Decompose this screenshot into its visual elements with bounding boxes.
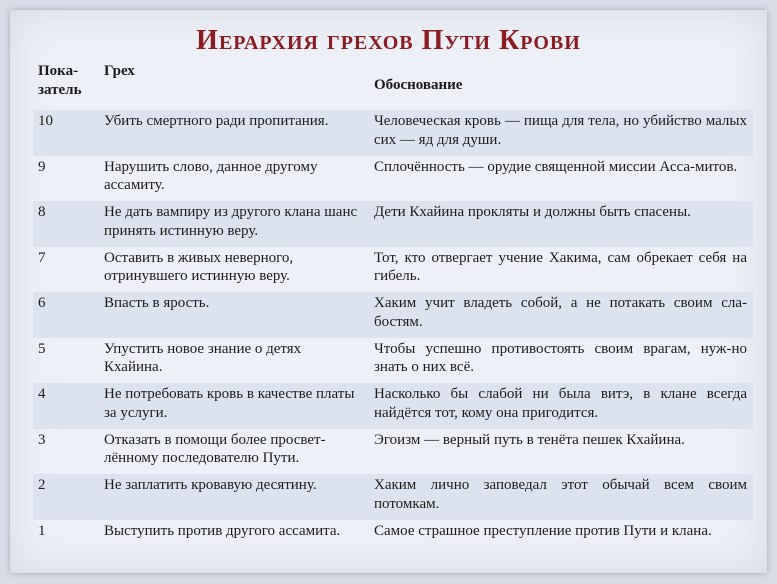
sin-cell: Не дать вампиру из другого клана шанс принять истинную веру. [104, 204, 358, 239]
table-row [33, 201, 753, 247]
score-cell: 4 [38, 386, 46, 402]
score-cell: 8 [38, 204, 46, 220]
score-cell: 1 [38, 522, 46, 539]
sin-cell: Не потребовать кровь в качестве платы за услуги. [104, 386, 355, 421]
score-cell: 6 [38, 295, 46, 311]
header-row [33, 60, 753, 110]
score-cell: 5 [38, 340, 46, 357]
header-reason: Обоснование [374, 76, 463, 93]
sin-cell: Впасть в ярость. [104, 295, 210, 311]
reason-cell: Хаким учит владеть собой, а не потакать своим сла-бостям. [374, 295, 747, 330]
reason-cell: Насколько бы слабой ни была витэ, в клане всегда найдётся тот, кому она пригодится. [374, 386, 747, 421]
table-row [33, 383, 753, 429]
reason-cell: Хаким лично заповедал этот обычай всем своим потомкам. [374, 477, 747, 512]
table-row [33, 110, 753, 156]
score-cell: 10 [38, 113, 53, 129]
sin-cell: Нарушить слово, данное другому ассамиту. [104, 158, 318, 193]
sin-cell: Убить смертного ради пропитания. [104, 113, 329, 129]
table-title: Иерархия грехов Пути Крови [196, 25, 581, 56]
table-row [33, 520, 753, 566]
sins-table [33, 60, 753, 565]
table-row [33, 156, 753, 202]
table-row [33, 474, 753, 520]
score-cell: 7 [38, 249, 46, 266]
score-cell: 9 [38, 158, 46, 175]
sin-cell: Не заплатить кровавую десятину. [104, 477, 317, 493]
page [10, 10, 767, 573]
reason-cell: Чтобы успешно противостоять своим врагам, нуж-но знать о них всё. [374, 340, 747, 375]
reason-cell: Человеческая кровь — пища для тела, но убийство малых сих — яд для души. [374, 113, 747, 148]
reason-cell: Самое страшное преступление против Пути и клана. [374, 522, 712, 539]
reason-cell: Тот, кто отвергает учение Хакима, сам обрекает себя на гибель. [374, 249, 747, 284]
sin-cell: Отказать в помощи более просвет-лённому последователю Пути. [104, 431, 326, 466]
table-row [33, 429, 753, 475]
table-row [33, 292, 753, 338]
sin-cell: Оставить в живых неверного, отринувшего истинную веру. [104, 249, 294, 284]
table-row [33, 247, 753, 293]
sin-cell: Упустить новое знание о детях Кхайина. [104, 340, 302, 375]
table-row [33, 338, 753, 384]
reason-cell: Сплочённость — орудие священной миссии Асса-митов. [374, 158, 738, 175]
header-score: Пока- затель [38, 63, 82, 98]
score-cell: 2 [38, 477, 46, 493]
sin-cell: Выступить против другого ассамита. [104, 522, 341, 539]
reason-cell: Эгоизм — верный путь в тенёта пешек Кхайина. [374, 431, 685, 448]
reason-cell: Дети Кхайина прокляты и должны быть спасены. [374, 204, 691, 220]
header-sin: Грех [104, 63, 135, 79]
score-cell: 3 [38, 431, 46, 448]
